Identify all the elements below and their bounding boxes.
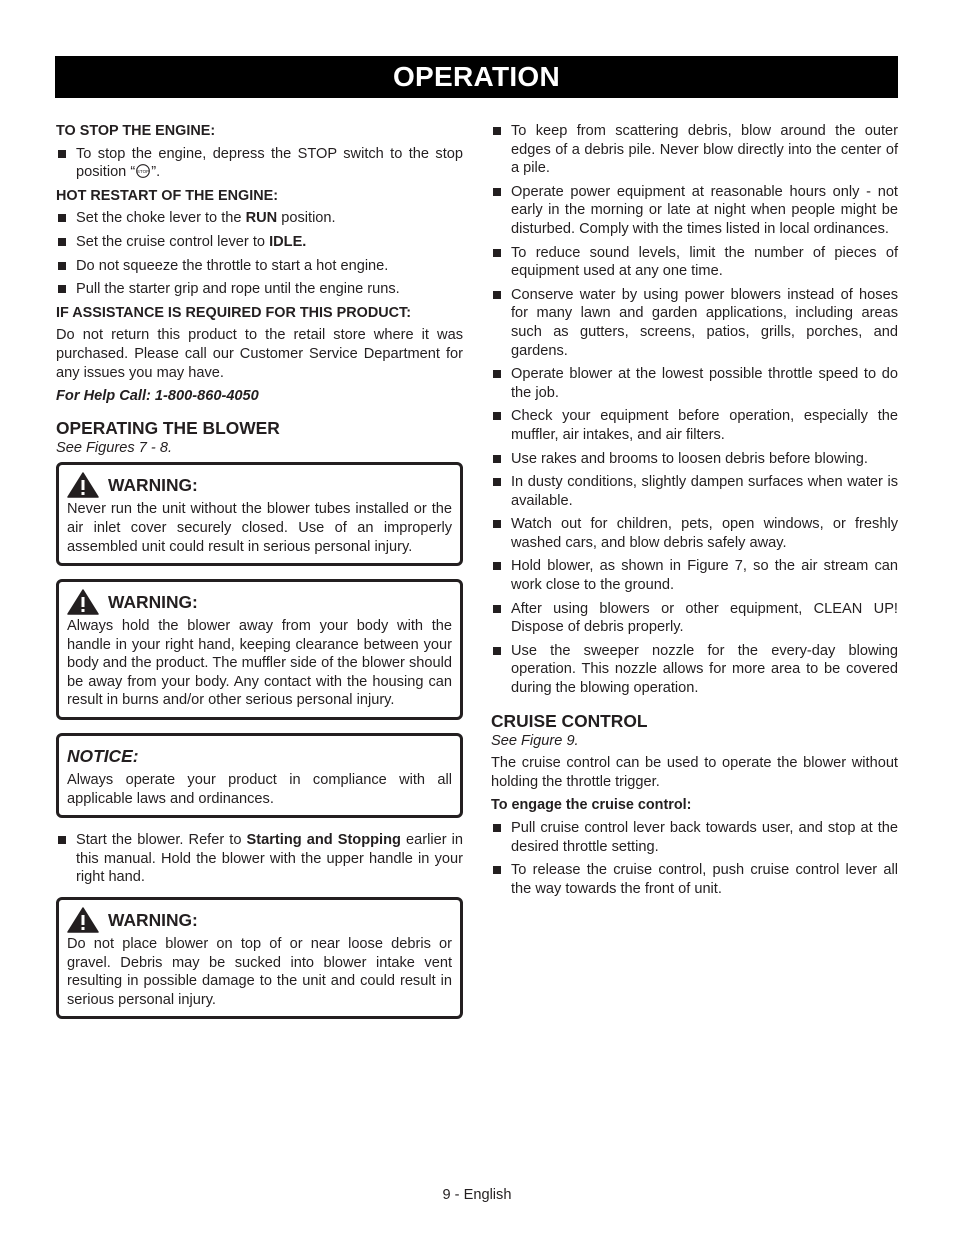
warning-header [67,471,452,499]
tip-item: After using blowers or other equipment, CLEAN UP! Dispose of debris properly. [491,600,898,637]
cruise-control-heading: CRUISE CONTROL [491,710,648,731]
warning-title: WARNING: [108,475,198,496]
left-column [56,122,463,1032]
stop-item-text: To stop the engine, depress the STOP switch to the stop position “ [76,145,463,181]
stop-switch-icon [135,164,151,178]
help-call-line: For Help Call: 1-800-860-4050 [56,388,259,405]
tip-item: Check your equipment before operation, especially the muffler, air intakes, and air filters. [491,407,898,444]
engage-item-2: To release the cruise control, push cruise control lever all the way towards the front of unit. [491,861,898,898]
warning-text: Do not place blower on top of or near loose debris or gravel. Debris may be sucked into blower intake vent resulting in possible damage to the unit and could result in serious personal injury. [67,936,452,1008]
svg-text:STOP: STOP [137,169,150,175]
start-bold: Starting and Stopping [246,832,401,849]
operating-blower-heading: OPERATING THE BLOWER [56,417,280,438]
warning-header [67,588,452,616]
start-text: Start the blower. Refer to [76,832,247,849]
stop-engine-item [56,145,463,182]
tip-item: Use rakes and brooms to loosen debris before blowing. [491,450,898,469]
warning-title: WARNING: [108,909,198,930]
warning-box-2 [56,579,463,720]
warning-text: Never run the unit without the blower tubes installed or the air inlet cover securely closed. Use of an improperly assembled unit could result in serious personal injury. [67,501,452,555]
warning-title: WARNING: [108,591,198,612]
hot-restart-item-1 [56,209,463,228]
hot-1-end: position. [277,210,336,227]
tip-item: Operate blower at the lowest possible throttle speed to do the job. [491,365,898,402]
stop-engine-heading: TO STOP THE ENGINE: [56,123,216,139]
notice-title: NOTICE: [67,745,139,766]
hot-restart-item-4: Pull the starter grip and rope until the engine runs. [56,280,463,299]
tip-item: Use the sweeper nozzle for the every-day blowing operation. This nozzle allows for more area to be covered during the blowing operation. [491,642,898,698]
hot-2-bold: IDLE. [269,233,307,250]
tip-item: Hold blower, as shown in Figure 7, so the air stream can work close to the ground. [491,557,898,594]
start-blower-item [56,831,463,887]
engage-heading: To engage the cruise control: [491,797,692,814]
warning-text: Always hold the blower away from your body with the handle in your right hand, keeping clearance between your body and the product. The muffler side of the blower should be away from your body. Any contact with the housing can result in burns and/or other serious personal injury. [67,618,452,709]
warning-triangle-icon [67,472,99,498]
cruise-see-figure: See Figure 9. [491,732,579,749]
notice-text: Always operate your product in compliance with all applicable laws and ordinances. [67,772,452,807]
tip-item: Conserve water by using power blowers instead of hoses for many lawn and garden applications, including areas such as gutters, screens, patios, grills, porches, and gardens. [491,286,898,360]
cruise-text: The cruise control can be used to operate the blower without holding the throttle trigger. [491,755,898,790]
notice-box [56,733,463,818]
hot-restart-item-3: Do not squeeze the throttle to start a hot engine. [56,257,463,276]
start-end: earlier in this manual. Hold the blower with the upper handle in your right hand. [76,832,463,886]
operating-see-figures: See Figures 7 - 8. [56,439,172,456]
warning-box-3 [56,897,463,1019]
hot-restart-heading: HOT RESTART OF THE ENGINE: [56,187,278,204]
hot-1-text: Set the choke lever to the [76,210,246,227]
assistance-heading: IF ASSISTANCE IS REQUIRED FOR THIS PRODUCT: [56,304,411,321]
tip-item: To keep from scattering debris, blow around the outer edges of a debris pile. Never blow directly into the center of a pile. [491,122,898,178]
hot-1-bold: RUN [245,210,278,227]
tip-item: To reduce sound levels, limit the number of pieces of equipment used at any one time. [491,244,898,281]
notice-header [67,742,452,770]
tip-item: In dusty conditions, slightly dampen surfaces when water is available. [491,473,898,510]
hot-restart-item-2 [56,233,463,252]
page-footer: 9 - English [442,1187,512,1203]
warning-header [67,906,452,934]
page-title: OPERATION [55,56,898,98]
hot-2-text: Set the cruise control lever to [76,233,270,250]
assistance-text: Do not return this product to the retail store where it was purchased. Please call our Customer Service Department for any issues you may have. [56,327,463,381]
warning-box-1 [56,462,463,566]
tip-item: Operate power equipment at reasonable hours only - not early in the morning or late at night when people might be disturbed. Comply with the times listed in local ordinances. [491,183,898,239]
engage-item-1: Pull cruise control lever back towards user, and stop at the desired throttle setting. [491,819,898,856]
warning-triangle-icon [67,589,99,615]
stop-item-end: ”. [151,164,161,181]
warning-triangle-icon [67,907,99,933]
tip-item: Watch out for children, pets, open windows, or freshly washed cars, and blow debris safely away. [491,515,898,552]
right-column [491,122,898,903]
